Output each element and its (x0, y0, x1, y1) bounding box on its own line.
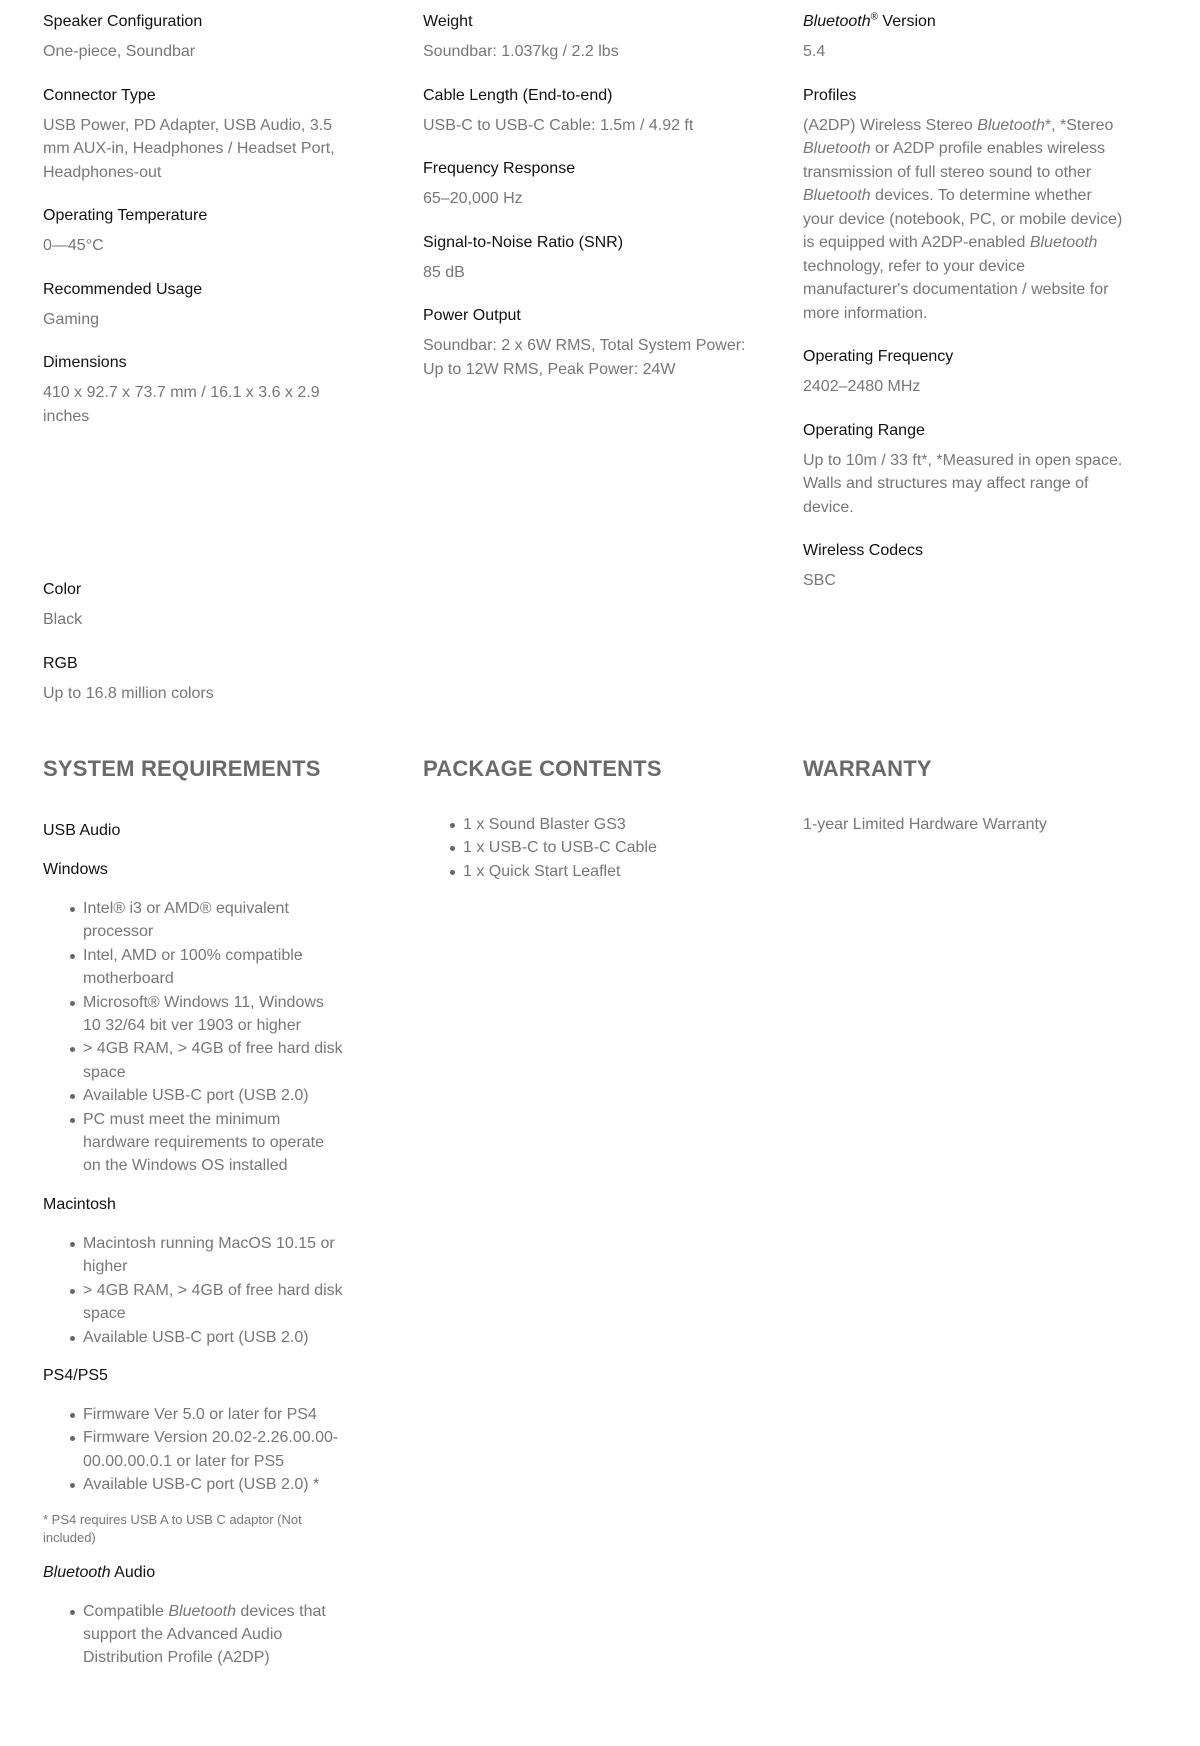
spec-value: Up to 10m / 33 ft*, *Measured in open space. Walls and structures may affect range of device. (803, 451, 1123, 516)
spec-value: Soundbar: 1.037kg / 2.2 lbs (423, 43, 619, 60)
bluetooth-brand-text: Bluetooth (803, 187, 871, 204)
spec-label: Frequency Response (423, 160, 576, 177)
bluetooth-brand-text: Bluetooth (1029, 234, 1098, 251)
spec-column-3 (803, 10, 1123, 613)
list-item: Intel, AMD or 100% compatible motherboard (83, 944, 343, 991)
text-run: devices. To determine whether your device (notebook, PC, or mobile device) is equipped with A2DP-enabled (803, 187, 1123, 251)
ps-heading: PS4/PS5 (43, 1366, 108, 1384)
bluetooth-requirements-list (43, 1600, 343, 1670)
spec-label: Dimensions (43, 354, 127, 371)
spec-value (803, 114, 1123, 326)
spec-label: RGB (43, 654, 78, 672)
ps-requirements-list (43, 1403, 343, 1497)
text-run: devices that support the Advanced Audio Distribution Profile (A2DP) (83, 1602, 326, 1667)
list-item: Firmware Ver 5.0 or later for PS4 (83, 1403, 343, 1426)
list-item: Macintosh running MacOS 10.15 or higher (83, 1232, 343, 1279)
section-title: PACKAGE CONTENTS (423, 756, 662, 781)
package-contents-list (423, 813, 743, 883)
spec-value: 2402–2480 MHz (803, 378, 921, 395)
bluetooth-audio-heading (43, 1561, 343, 1585)
usb-audio-heading: USB Audio (43, 822, 121, 839)
spec-snr (423, 231, 763, 285)
spec-connector-type (43, 84, 363, 185)
spec-operating-range (803, 419, 1123, 520)
spec-frequency-response (423, 157, 763, 211)
registered-mark: ® (870, 11, 878, 23)
spec-label: Operating Frequency (803, 348, 954, 365)
list-item: > 4GB RAM, > 4GB of free hard disk space (83, 1037, 343, 1084)
text-run: or A2DP profile enables wireless transmission of full stereo sound to other (803, 140, 1106, 181)
list-item: 1 x Quick Start Leaflet (463, 860, 743, 883)
spec-label: Wireless Codecs (803, 542, 924, 559)
list-item: 1 x USB-C to USB-C Cable (463, 836, 743, 859)
text-run: technology, refer to your device manufacturer's documentation / website for more information. (803, 257, 1109, 322)
text-run: Compatible (83, 1602, 169, 1620)
bluetooth-brand-text: Bluetooth (977, 116, 1045, 134)
spec-speaker-configuration (43, 10, 363, 64)
warranty-section (803, 755, 1123, 837)
spec-label: Weight (423, 13, 473, 30)
spec-weight (423, 10, 763, 64)
list-item: Available USB-C port (USB 2.0) * (83, 1473, 343, 1496)
list-item: Firmware Version 20.02-2.26.00.00-00.00.00.0.1 or later for PS5 (83, 1426, 343, 1473)
spec-rgb (43, 652, 363, 706)
spec-label-suffix: Version (877, 13, 936, 30)
windows-heading: Windows (43, 861, 108, 878)
list-item: Intel® i3 or AMD® equivalent processor (83, 897, 343, 944)
spec-value: Soundbar: 2 x 6W RMS, Total System Power: Up to 12W RMS, Peak Power: 24W (423, 337, 746, 378)
list-item: 1 x Sound Blaster GS3 (463, 813, 743, 836)
spec-operating-frequency (803, 345, 1123, 399)
spec-value: USB Power, PD Adapter, USB Audio, 3.5 mm AUX-in, Headphones / Headset Port, Headphones-out (43, 116, 335, 181)
spec-label (803, 10, 1123, 34)
spec-bluetooth-version (803, 10, 1123, 64)
spec-value: 65–20,000 Hz (423, 190, 523, 207)
spec-value: Black (43, 611, 83, 628)
spec-label: Signal-to-Noise Ratio (SNR) (423, 233, 624, 251)
list-item: Available USB-C port (USB 2.0) (83, 1084, 343, 1107)
system-requirements-section (43, 755, 343, 1670)
spec-column-2 (423, 10, 763, 401)
spec-recommended-usage (43, 278, 363, 332)
spec-operating-temperature (43, 204, 363, 258)
list-item (83, 1600, 343, 1670)
spec-power-output (423, 304, 763, 381)
spec-value: Up to 16.8 million colors (43, 684, 214, 702)
spec-label: Connector Type (43, 86, 156, 104)
spec-cable-length (423, 84, 763, 138)
bluetooth-brand-text: Bluetooth (803, 140, 871, 157)
text-run: (A2DP) Wireless Stereo (803, 116, 978, 134)
spec-value: 5.4 (803, 43, 826, 60)
spec-label: Operating Range (803, 421, 925, 439)
spec-value: 410 x 92.7 x 73.7 mm / 16.1 x 3.6 x 2.9 inches (43, 384, 320, 425)
bluetooth-brand-text: Bluetooth (168, 1602, 236, 1620)
spec-value: USB-C to USB-C Cable: 1.5m / 4.92 ft (423, 116, 694, 134)
spec-label: Recommended Usage (43, 280, 203, 298)
list-item: > 4GB RAM, > 4GB of free hard disk space (83, 1279, 343, 1326)
section-title: SYSTEM REQUIREMENTS (43, 756, 321, 781)
spec-value: One-piece, Soundbar (43, 43, 196, 60)
spec-profiles (803, 84, 1123, 326)
ps4-adaptor-note: * PS4 requires USB A to USB C adaptor (Not included) (43, 1511, 302, 1545)
warranty-value: 1-year Limited Hardware Warranty (803, 816, 1047, 833)
spec-label: Speaker Configuration (43, 13, 203, 30)
macintosh-heading: Macintosh (43, 1195, 116, 1213)
package-contents-section (423, 755, 743, 883)
spec-label: Color (43, 581, 82, 598)
spec-value: SBC (803, 572, 836, 589)
spec-label: Profiles (803, 86, 857, 104)
spec-label: Power Output (423, 307, 521, 324)
list-item: Available USB-C port (USB 2.0) (83, 1326, 343, 1349)
spec-label: Cable Length (End-to-end) (423, 86, 613, 104)
spec-label: Operating Temperature (43, 207, 208, 224)
spec-color (43, 578, 363, 632)
heading-suffix: Audio (110, 1563, 156, 1581)
spec-dimensions (43, 351, 363, 428)
spec-wireless-codecs (803, 539, 1123, 593)
bluetooth-brand-text: Bluetooth (803, 13, 871, 30)
list-item: PC must meet the minimum hardware requirements to operate on the Windows OS installed (83, 1108, 343, 1178)
text-run: *, *Stereo (1044, 116, 1114, 134)
macintosh-requirements-list (43, 1232, 343, 1349)
spec-value: 85 dB (423, 263, 465, 281)
list-item: Microsoft® Windows 11, Windows 10 32/64 bit ver 1903 or higher (83, 991, 343, 1038)
spec-column-1 (43, 10, 363, 448)
spec-value: Gaming (43, 310, 100, 328)
spec-value: 0—45°C (43, 237, 104, 254)
section-title: WARRANTY (803, 756, 932, 781)
bluetooth-brand-text: Bluetooth (43, 1563, 111, 1581)
windows-requirements-list (43, 897, 343, 1178)
spec-lower-group (43, 578, 363, 725)
